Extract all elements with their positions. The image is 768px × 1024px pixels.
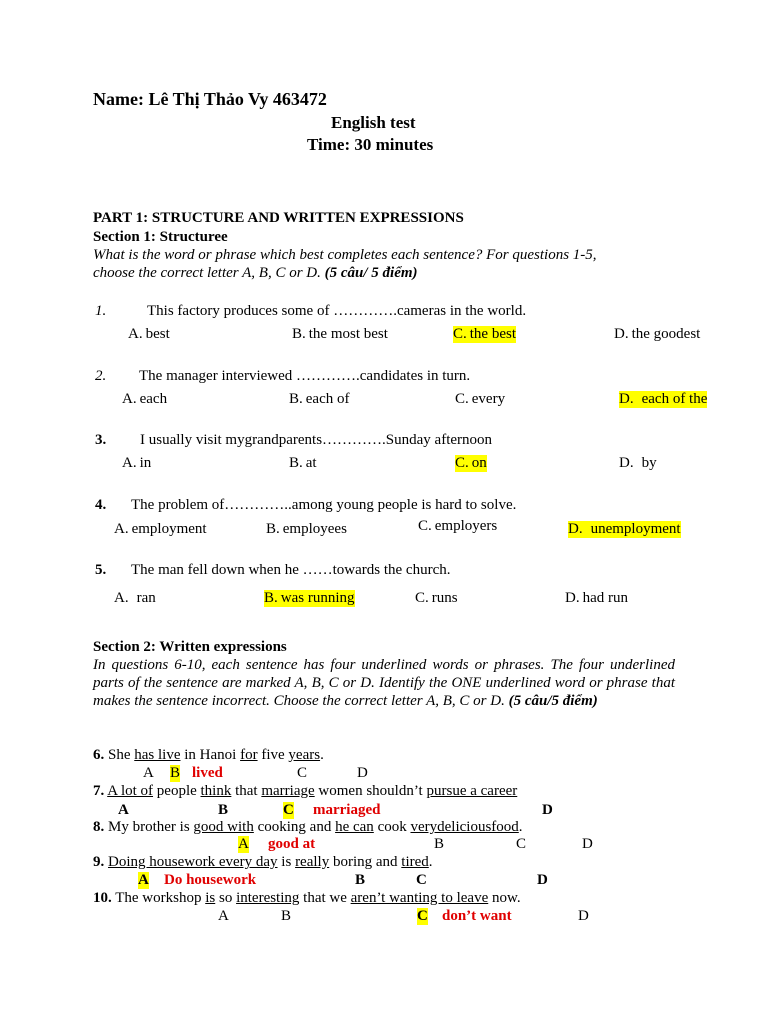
we-label-a: A <box>218 908 229 924</box>
we-label-a: A <box>143 765 154 781</box>
we-question-7: 7. A lot of people think that marriage women shouldn’t pursue a career <box>93 783 518 799</box>
option-b: B. employees <box>266 521 347 537</box>
section1-heading: Section 1: Structuree <box>93 229 228 245</box>
option-a: A. employment <box>114 521 207 537</box>
question-text: This factory produces some of ………….cameras in the world. <box>147 303 527 319</box>
we-answer-correction: marriaged <box>313 802 381 818</box>
option-a: A. each <box>122 391 168 407</box>
we-label-d: D <box>582 836 593 852</box>
we-answer-correction: Do housework <box>164 872 257 888</box>
option-d: D. had run <box>565 590 628 606</box>
option-a: A. best <box>128 326 170 342</box>
test-time: Time: 30 minutes <box>307 135 434 154</box>
option-b: B. each of <box>289 391 350 407</box>
option-a: A. in <box>122 455 152 471</box>
we-label-b: B <box>218 802 229 818</box>
option-c: C. employers <box>418 518 498 534</box>
option-a: A. ran <box>114 590 156 606</box>
we-label-c: C <box>416 872 427 888</box>
option-d-correct: D. unemployment <box>568 521 681 537</box>
option-c-correct: C. the best <box>453 326 517 342</box>
section2-heading: Section 2: Written expressions <box>93 639 287 655</box>
we-answer-correction: lived <box>192 765 223 781</box>
question-number: 3. <box>95 432 107 448</box>
student-name: Name: Lê Thị Thảo Vy 463472 <box>93 89 327 109</box>
we-answer-correction: don’t want <box>442 908 512 924</box>
question-number: 5. <box>95 562 107 578</box>
we-label-a-marked: A <box>138 872 149 888</box>
question-number: 2. <box>95 368 107 384</box>
we-question-9: 9. Doing housework every day is really boring and tired. <box>93 854 433 870</box>
we-label-a-marked: A <box>238 836 249 852</box>
we-answer-correction: good at <box>268 836 316 852</box>
question-number: 4. <box>95 497 107 513</box>
question-text: The problem of…………..among young people is hard to solve. <box>131 497 517 513</box>
we-label-c-marked: C <box>283 802 294 818</box>
question-text: The manager interviewed ………….candidates in turn. <box>139 368 471 384</box>
we-question-10: 10. The workshop is so interesting that we aren’t wanting to leave now. <box>93 890 521 906</box>
we-label-c-marked: C <box>417 908 428 924</box>
option-d-correct: D. each of the <box>619 391 708 407</box>
question-number: 1. <box>95 303 107 319</box>
we-question-6: 6. She has live in Hanoi for five years. <box>93 747 324 763</box>
section1-points: (5 câu/ 5 điểm) <box>324 265 418 281</box>
option-c: C. every <box>455 391 506 407</box>
part1-heading: PART 1: STRUCTURE AND WRITTEN EXPRESSIONS <box>93 210 464 226</box>
section2-instruction-text: In questions 6-10, each sentence has four underlined words or phrases. The four underlined parts of the sentence are marked A, B, C or D. Identify the ONE underlined word or phrase that makes the sentence incorrect. Choose the correct letter A, B, C or D. <box>93 657 675 709</box>
question-text: The man fell down when he ……towards the church. <box>131 562 451 578</box>
section1-instruction-text: choose the correct letter A, B, C or D. <box>93 265 321 281</box>
we-label-b-marked: B <box>170 765 181 781</box>
we-label-a: A <box>118 802 129 818</box>
we-question-8: 8. My brother is good with cooking and he can cook verydeliciousfood. <box>93 819 523 835</box>
question-text: I usually visit mygrandparents………….Sunday afternoon <box>140 432 493 448</box>
option-b: B. at <box>289 455 317 471</box>
option-c-correct: C. on <box>455 455 487 471</box>
option-b-correct: B. was running <box>264 590 355 606</box>
option-d: D. by <box>619 455 657 471</box>
option-d: D. the goodest <box>614 326 701 342</box>
we-label-b: B <box>355 872 366 888</box>
section1-instruction-line1: What is the word or phrase which best completes each sentence? For questions 1-5, <box>93 247 597 263</box>
section2-instruction <box>93 656 675 710</box>
section2-points: (5 câu/5 điểm) <box>508 693 598 709</box>
we-label-c: C <box>297 765 308 781</box>
we-label-d: D <box>357 765 368 781</box>
we-label-d: D <box>578 908 589 924</box>
section1-instruction-line2 <box>93 265 418 282</box>
we-label-b: B <box>434 836 445 852</box>
we-label-d: D <box>542 802 553 818</box>
we-label-b: B <box>281 908 292 924</box>
option-c: C. runs <box>415 590 458 606</box>
we-label-d: D <box>537 872 548 888</box>
test-title: English test <box>331 113 416 132</box>
option-b: B. the most best <box>292 326 388 342</box>
we-label-c: C <box>516 836 527 852</box>
